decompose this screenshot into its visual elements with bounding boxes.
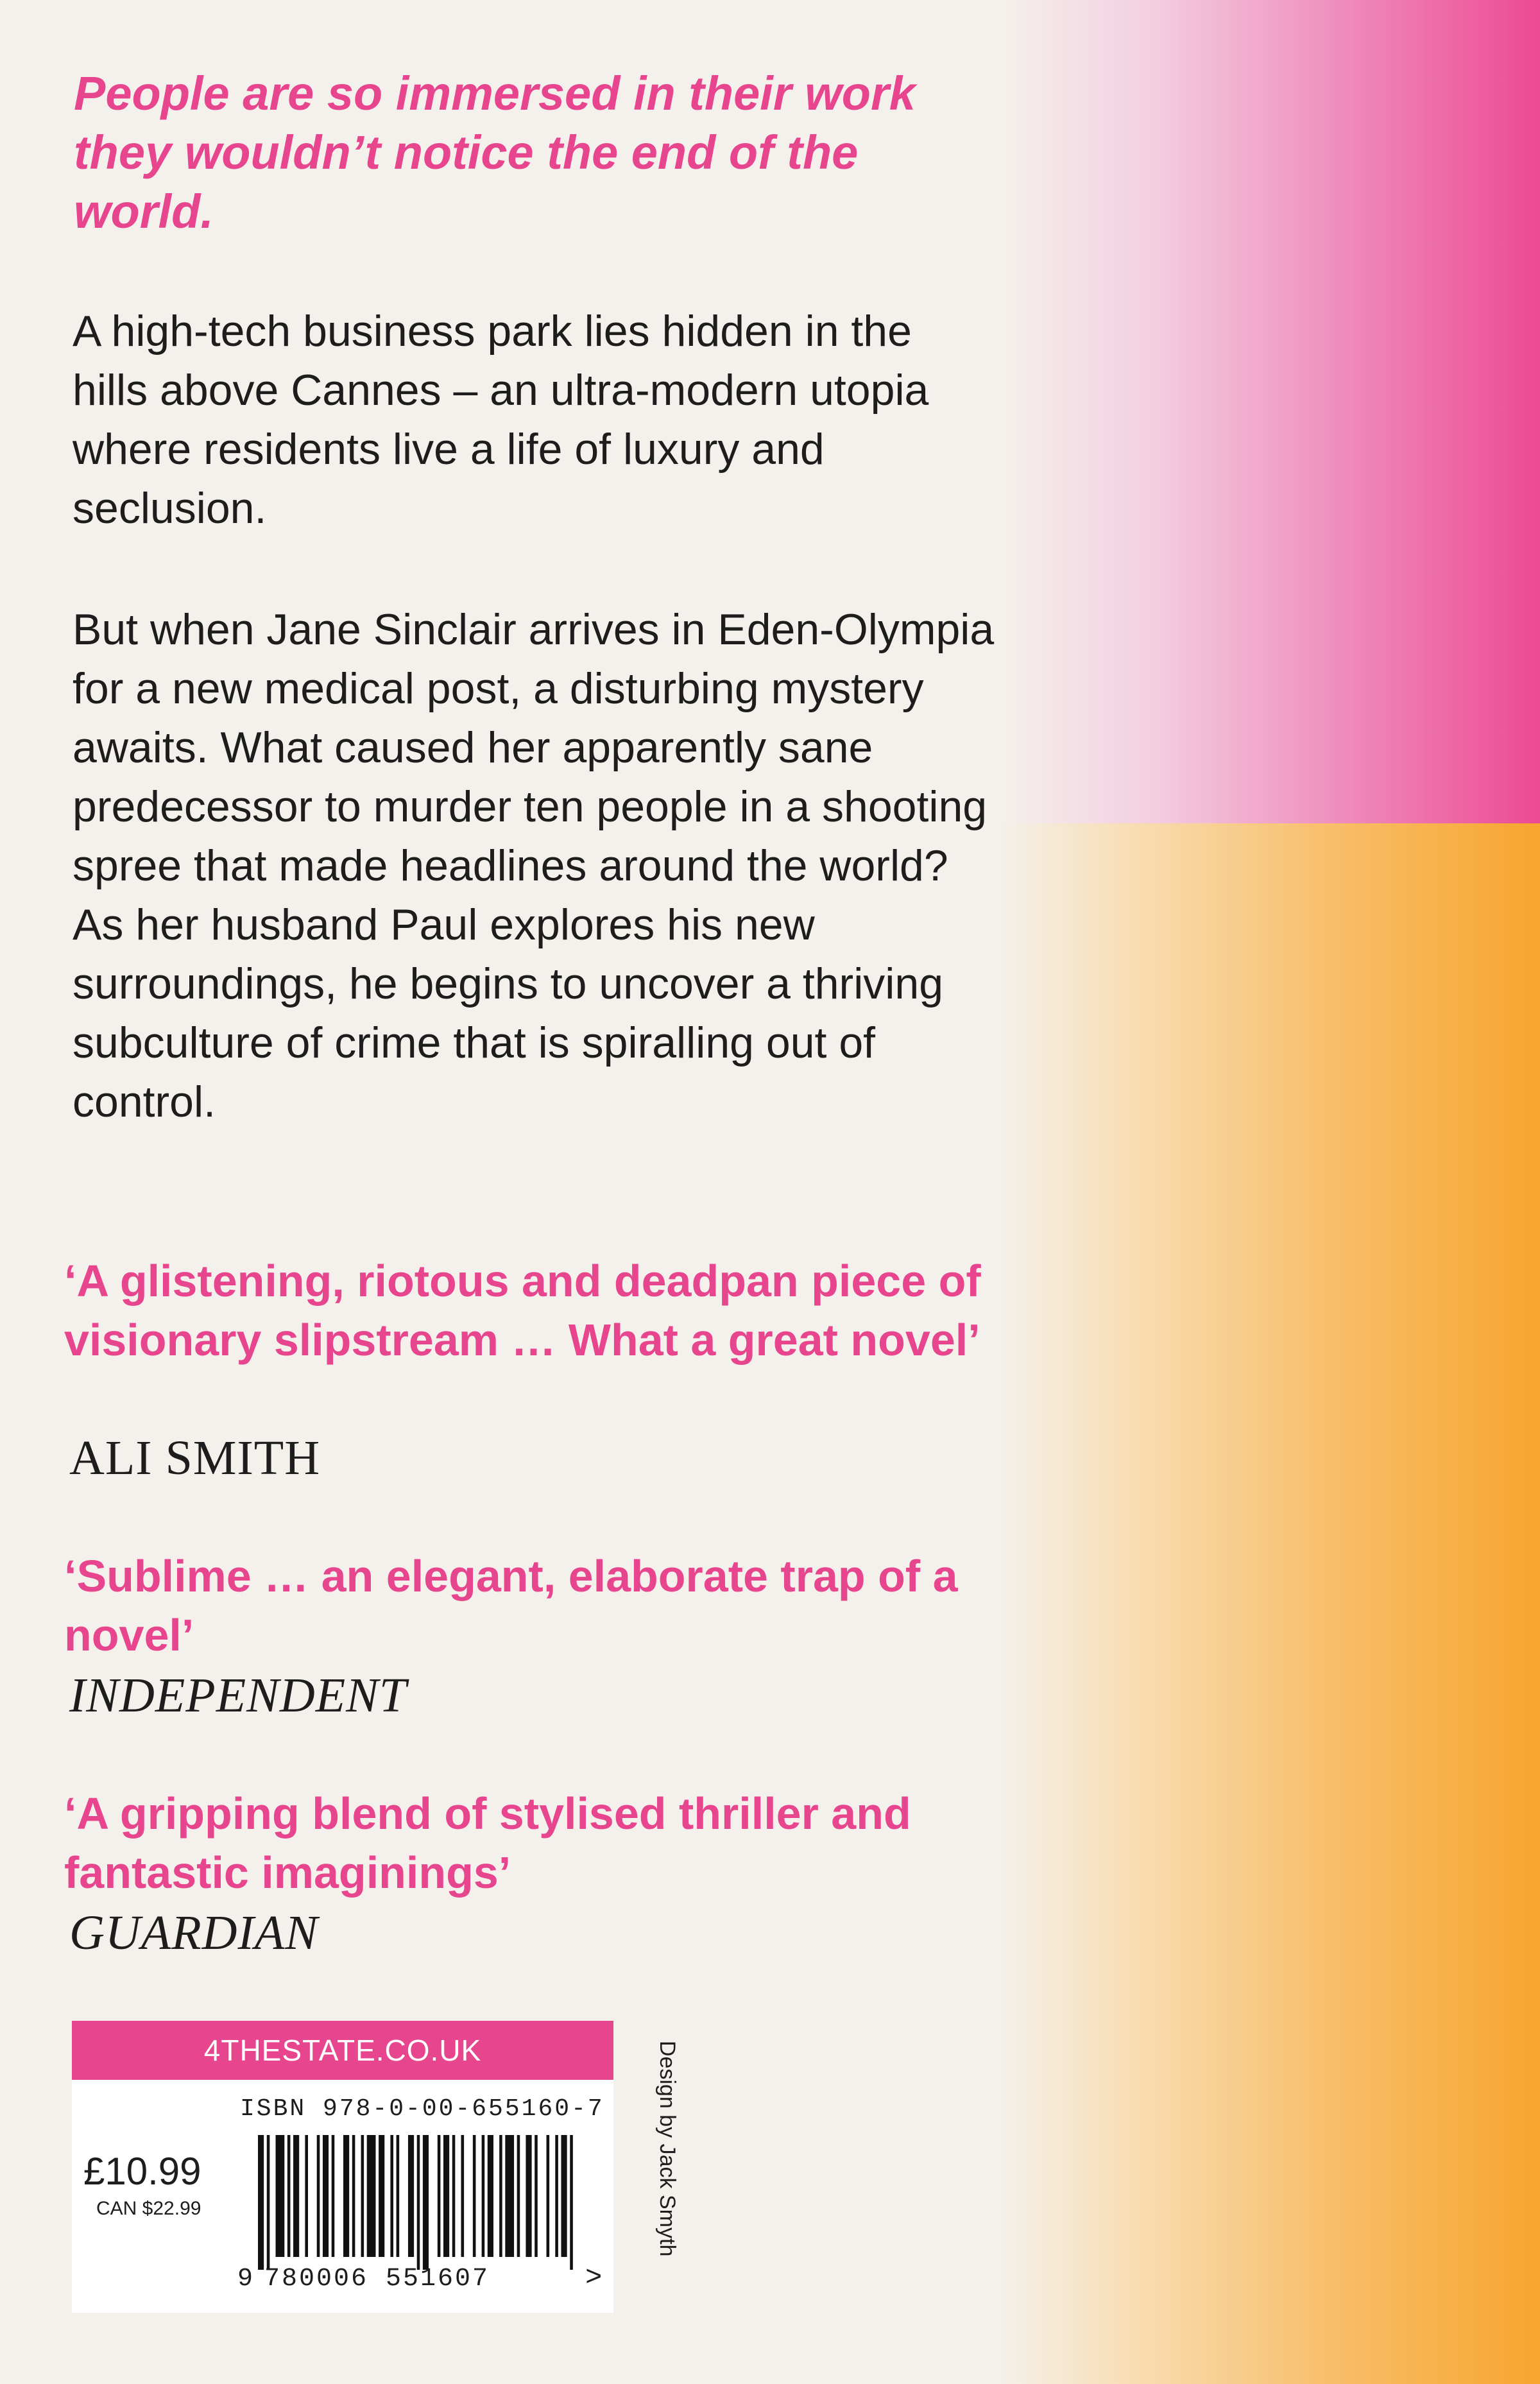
isbn-number: ISBN 978-0-00-655160-7	[240, 2095, 604, 2123]
barcode-bar	[317, 2135, 320, 2257]
barcode-image	[258, 2135, 579, 2270]
barcode-bar	[276, 2135, 285, 2257]
barcode-digits: 780006 551607	[264, 2265, 490, 2294]
barcode-first-digit: 9	[237, 2265, 253, 2294]
barcode-bar	[397, 2135, 400, 2257]
barcode-bar	[417, 2135, 420, 2270]
review-source-2: INDEPENDENT	[69, 1668, 407, 1722]
barcode-bar	[482, 2135, 485, 2257]
barcode-bar	[267, 2135, 270, 2270]
barcode-bar	[332, 2135, 335, 2257]
barcode-bar	[561, 2135, 567, 2257]
barcode-bar	[361, 2135, 364, 2257]
barcode-bar	[547, 2135, 550, 2257]
review-source-1: ALI SMITH	[69, 1431, 321, 1485]
publisher-website[interactable]: 4THESTATE.CO.UK	[72, 2021, 613, 2080]
barcode-bar	[526, 2135, 531, 2257]
barcode-bar	[488, 2135, 493, 2257]
tagline: People are so immersed in their work they wouldn’t notice the end of the world.	[74, 67, 916, 238]
price-uk: £10.99	[83, 2150, 201, 2193]
barcode-bar	[293, 2135, 299, 2257]
barcode-bar	[408, 2135, 414, 2257]
review-source-3: GUARDIAN	[69, 1906, 318, 1960]
barcode-bar	[258, 2135, 264, 2270]
barcode-quiet-zone-marker: >	[585, 2262, 603, 2294]
barcode-bar	[535, 2135, 538, 2257]
price-canada: CAN $22.99	[96, 2198, 201, 2219]
barcode-bar	[452, 2135, 456, 2257]
barcode-bar	[473, 2135, 476, 2257]
barcode-bar	[517, 2135, 520, 2257]
barcode-bar	[438, 2135, 441, 2257]
barcode-bar	[379, 2135, 384, 2257]
barcode-bar	[367, 2135, 376, 2257]
pink-gradient-band	[998, 0, 1540, 823]
barcode-bar	[499, 2135, 502, 2257]
barcode-bar	[423, 2135, 429, 2270]
blurb-paragraph-2: But when Jane Sinclair arrives in Eden-Olympia for a new medical post, a disturbing mystery awaits. What caused her apparently sane predecessor to murder ten people in a shooting spree that made headlines around the world? As her husband Paul explores his new surroundings, he begins to uncover a thriving subculture of crime that is spiralling out of control.	[73, 605, 995, 1126]
orange-gradient-band	[998, 823, 1540, 2384]
barcode-bar	[505, 2135, 514, 2257]
review-quote-1: ‘A glistening, riotous and deadpan piece of visionary slipstream … What a great novel’	[64, 1256, 981, 1365]
blurb-paragraph-1: A high-tech business park lies hidden in the hills above Cannes – an ultra-modern utopia where residents live a life of luxury and seclusion.	[73, 307, 929, 533]
barcode-bar	[570, 2135, 573, 2270]
barcode-bar	[352, 2135, 355, 2257]
design-credit: Design by Jack Smyth	[655, 2041, 680, 2257]
barcode-bar	[461, 2135, 465, 2257]
barcode-bar	[555, 2135, 558, 2257]
barcode-bar	[305, 2135, 308, 2257]
barcode-bar	[390, 2135, 393, 2257]
barcode-bar	[323, 2135, 329, 2257]
barcode-bar	[287, 2135, 291, 2257]
barcode-panel	[72, 2021, 613, 2313]
review-quote-2: ‘Sublime … an elegant, elaborate trap of a novel’	[64, 1551, 958, 1660]
barcode-bar	[343, 2135, 349, 2257]
barcode-bar	[443, 2135, 449, 2257]
review-quote-3: ‘A gripping blend of stylised thriller and fantastic imaginings’	[64, 1788, 911, 1898]
